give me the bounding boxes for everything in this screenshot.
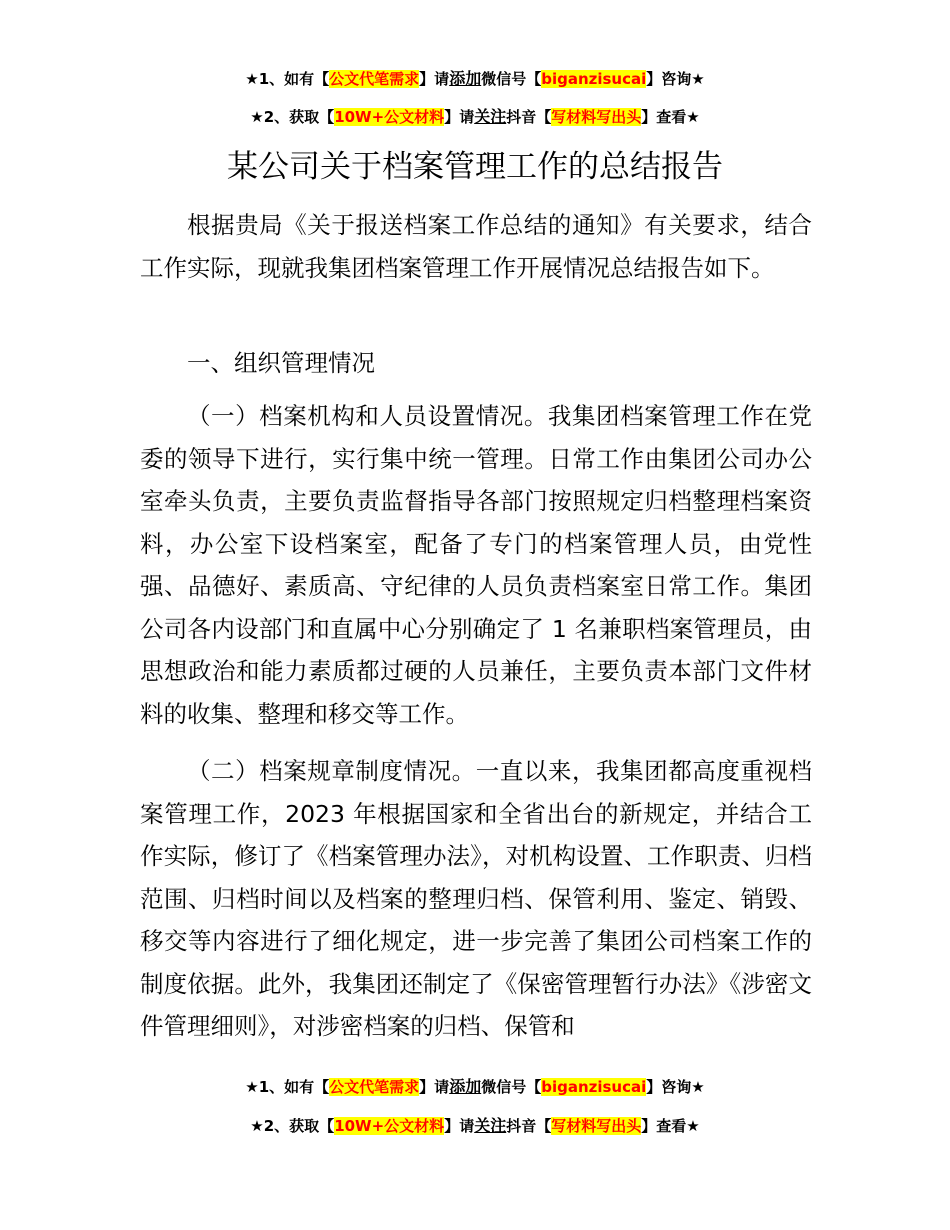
underlined-text: 关注 <box>474 107 507 126</box>
ad-line-2-top: ★2、获取【10W+公文材料】请关注抖音【写材料写出头】查看★ <box>250 107 700 126</box>
highlight-text: 10W+公文材料 <box>334 1117 445 1135</box>
document-title: 某公司关于档案管理工作的总结报告 <box>227 149 723 185</box>
douyin-id: 写材料写出头 <box>551 108 642 126</box>
highlight-text: 公文代笔需求 <box>329 70 420 88</box>
underlined-text: 关注 <box>474 1116 507 1135</box>
ad-line-1-top: ★1、如有【公文代笔需求】请添加微信号【biganzisucai】咨询★ <box>245 69 705 88</box>
highlight-text: 10W+公文材料 <box>334 108 445 126</box>
wechat-id: biganzisucai <box>541 1078 647 1096</box>
underlined-text: 添加 <box>449 69 482 88</box>
wechat-id: biganzisucai <box>541 70 647 88</box>
ad-line-2-bottom: ★2、获取【10W+公文材料】请关注抖音【写材料写出头】查看★ <box>250 1116 700 1135</box>
section-heading: 一、组织管理情况 <box>187 349 375 377</box>
body-paragraph: （一）档案机构和人员设置情况。我集团档案管理工作在党委的领导下进行，实行集中统一管理。日常工作由集团公司办公室牵头负责，主要负责监督指导各部门按照规定归档整理档案资料，办公室下设档案室，配备了专门的档案管理人员，由党性强、品德好、素质高、守纪律的人员负责档案室日常工作。集团公司各内设部门和直属中心分别确定了 1 名兼职档案管理员，由思想政治和能力素质都过硬的人员兼任，主要负责本部门文件材料的收集、整理和移交等工作。 <box>140 402 812 728</box>
douyin-id: 写材料写出头 <box>551 1117 642 1135</box>
underlined-text: 添加 <box>449 1077 482 1096</box>
ad-line-1-bottom: ★1、如有【公文代笔需求】请添加微信号【biganzisucai】咨询★ <box>245 1077 705 1096</box>
body-paragraph: 根据贵局《关于报送档案工作总结的通知》有关要求，结合工作实际，现就我集团档案管理工作开展情况总结报告如下。 <box>140 211 812 282</box>
highlight-text: 公文代笔需求 <box>329 1078 420 1096</box>
body-paragraph: （二）档案规章制度情况。一直以来，我集团都高度重视档案管理工作，2023 年根据国家和全省出台的新规定，并结合工作实际，修订了《档案管理办法》，对机构设置、工作职责、归档范围、归档时间以及档案的整理归档、保管利用、鉴定、销毁、移交等内容进行了细化规定，进一步完善了集团公司档案工作的制度依据。此外，我集团还制定了《保密管理暂行办法》《涉密文件管理细则》，对涉密档案的归档、保管和 <box>140 757 812 1040</box>
